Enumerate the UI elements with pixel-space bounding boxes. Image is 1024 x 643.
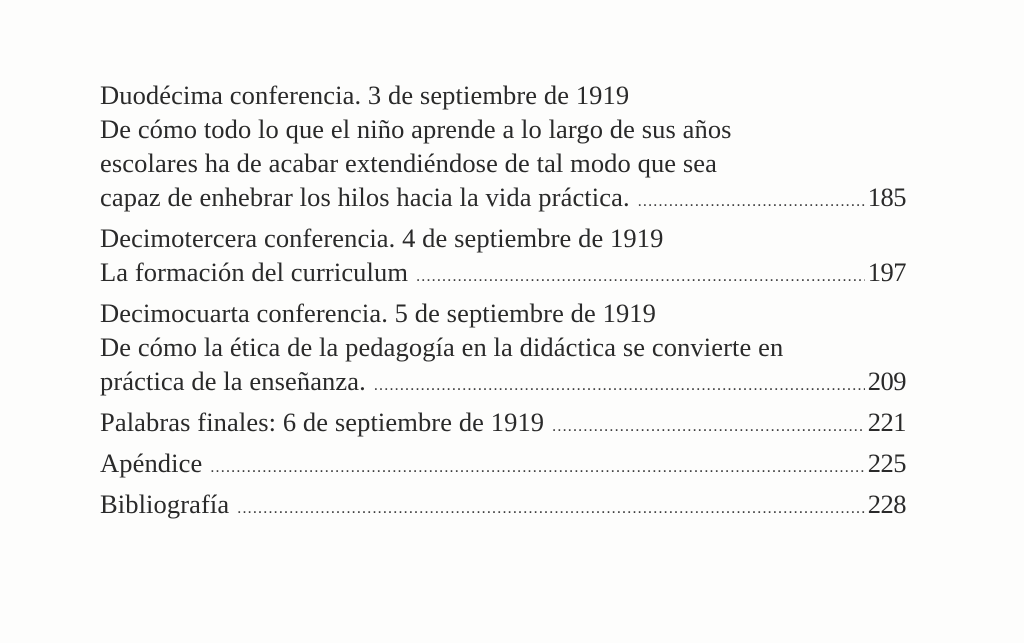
toc-entry (100, 296, 906, 398)
toc-entry-final-line (100, 405, 906, 439)
toc-entry-text: Bibliografía (100, 489, 230, 519)
dot-leader (416, 260, 865, 294)
page-number: 225 (867, 448, 906, 478)
toc-entry-text: práctica de la enseñanza. (100, 366, 366, 396)
table-of-contents (100, 78, 906, 528)
toc-entry (100, 78, 906, 214)
toc-entry-final-line (100, 180, 906, 214)
page-number: 185 (867, 182, 906, 212)
toc-entry-final-line (100, 364, 906, 398)
toc-entry-line: De cómo todo lo que el niño aprende a lo largo de sus años (100, 114, 732, 144)
toc-entry (100, 405, 906, 439)
toc-entry-text: Apéndice (100, 448, 203, 478)
toc-entry-final-line (100, 255, 906, 289)
dot-leader (237, 492, 865, 526)
page-number: 209 (867, 366, 906, 396)
toc-entry-final-line (100, 487, 906, 521)
toc-entry-final-line (100, 446, 906, 480)
toc-entry-title: Duodécima conferencia. 3 de septiembre de 1919 (100, 80, 630, 110)
toc-entry-line: De cómo la ética de la pedagogía en la didáctica se convierte en (100, 332, 784, 362)
toc-entry (100, 487, 906, 521)
toc-entry-line: escolares ha de acabar extendiéndose de tal modo que sea (100, 148, 718, 178)
dot-leader (210, 451, 864, 485)
toc-entry (100, 221, 906, 289)
page-number: 228 (867, 489, 906, 519)
toc-entry-text: capaz de enhebrar los hilos hacia la vida práctica. (100, 182, 630, 212)
dot-leader (638, 185, 865, 219)
page-number: 197 (867, 257, 906, 287)
toc-entry-text: Palabras finales: 6 de septiembre de 1919 (100, 407, 545, 437)
toc-entry-title: Decimotercera conferencia. 4 de septiembre de 1919 (100, 223, 664, 253)
toc-entry-text: La formación del curriculum (100, 257, 409, 287)
page-number: 221 (867, 407, 906, 437)
toc-entry (100, 446, 906, 480)
toc-entry-title: Decimocuarta conferencia. 5 de septiembre de 1919 (100, 298, 656, 328)
dot-leader (374, 369, 865, 403)
dot-leader (552, 410, 865, 444)
